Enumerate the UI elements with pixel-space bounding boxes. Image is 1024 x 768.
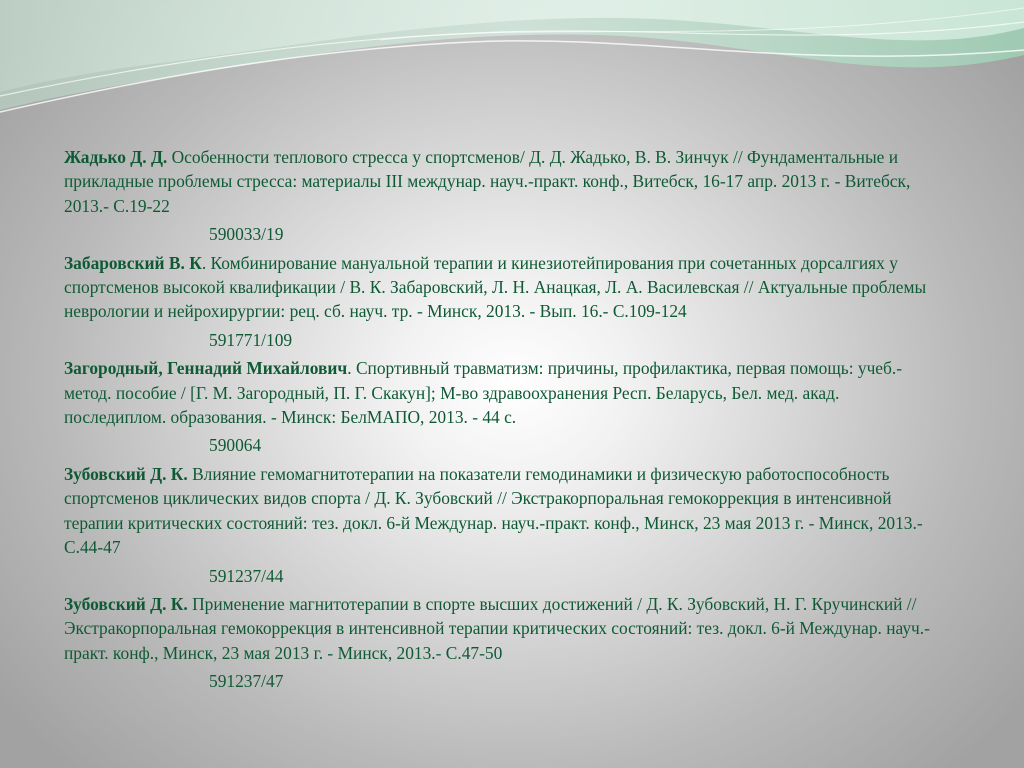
bibliography-entry bbox=[64, 462, 944, 588]
entry-text: . Комбинирование мануальной терапии и кинезиотейпирования при сочетанных дорсалгиях у спортсменов высокой квалификации / В. К. Забаровский, Л. Н. Анацкая, Л. А. Василевская // Актуальные проблемы неврологии и нейрохирургии: рец. сб. науч. тр. - Минск, 2013. - Вып. 16.- С.109-124 bbox=[64, 252, 927, 322]
bibliography-entry bbox=[64, 251, 944, 353]
entry-text: Влияние гемомагнитотерапии на показатели гемодинамики и физическую работоспособность спортсменов циклических видов спорта / Д. К. Зубовский // Экстракорпоральная гемокоррекция в интенсивной терапии критических состояний: тез. докл. 6-й Междунар. науч.-практ. конф., Минск, 23 мая 2013 г. - Минск, 2013.- С.44-47 bbox=[64, 463, 923, 558]
entry-catalog-code: 590033/19 bbox=[209, 224, 284, 245]
entry-citation bbox=[64, 356, 944, 429]
bibliography-entry bbox=[64, 592, 944, 694]
entry-catalog-code: 591237/44 bbox=[209, 565, 284, 586]
entry-text: Особенности теплового стресса у спортсменов/ Д. Д. Жадько, В. В. Зинчук // Фундаментальные и прикладные проблемы стресса: материалы III междунар. науч.-практ. конф., Витебск, 16-17 апр. 2013 г. - Витебск, 2013.- С.19-22 bbox=[64, 147, 911, 216]
entry-author: Зубовский Д. К. bbox=[64, 593, 188, 614]
decorative-wave-header bbox=[0, 0, 1024, 130]
entry-citation bbox=[64, 462, 944, 560]
entry-text: . Спортивный травматизм: причины, профилактика, первая помощь: учеб.-метод. пособие / [Г. М. Загородный, П. Г. Скакун]; М-во здравоохранения Респ. Беларусь, Бел. мед. акад. последиплом. образования. - Минск: БелМАПО, 2013. - 44 с. bbox=[64, 358, 903, 428]
entry-author: Жадько Д. Д. bbox=[64, 147, 168, 167]
entry-catalog-code: 590064 bbox=[209, 435, 262, 456]
entry-text: Применение магнитотерапии в спорте высших достижений / Д. К. Зубовский, Н. Г. Кручинский // Экстракорпоральная гемокоррекция в интенсивной терапии критических состояний: тез. докл. 6-й Междунар. науч.-практ. конф., Минск, 23 мая 2013 г. - Минск, 2013.- С.47-50 bbox=[64, 593, 930, 663]
bibliography-entry bbox=[64, 145, 944, 247]
bibliography-entry bbox=[64, 356, 944, 458]
entry-author: Забаровский В. К bbox=[64, 252, 202, 273]
entry-citation bbox=[64, 145, 944, 218]
entry-citation bbox=[64, 251, 944, 324]
entry-author: Загородный, Геннадий Михайлович bbox=[64, 358, 348, 379]
entry-catalog-code: 591237/47 bbox=[209, 671, 284, 692]
entry-author: Зубовский Д. К. bbox=[64, 463, 188, 484]
entry-catalog-code: 591771/109 bbox=[209, 329, 293, 350]
bibliography-list bbox=[64, 145, 944, 698]
entry-citation bbox=[64, 592, 944, 665]
